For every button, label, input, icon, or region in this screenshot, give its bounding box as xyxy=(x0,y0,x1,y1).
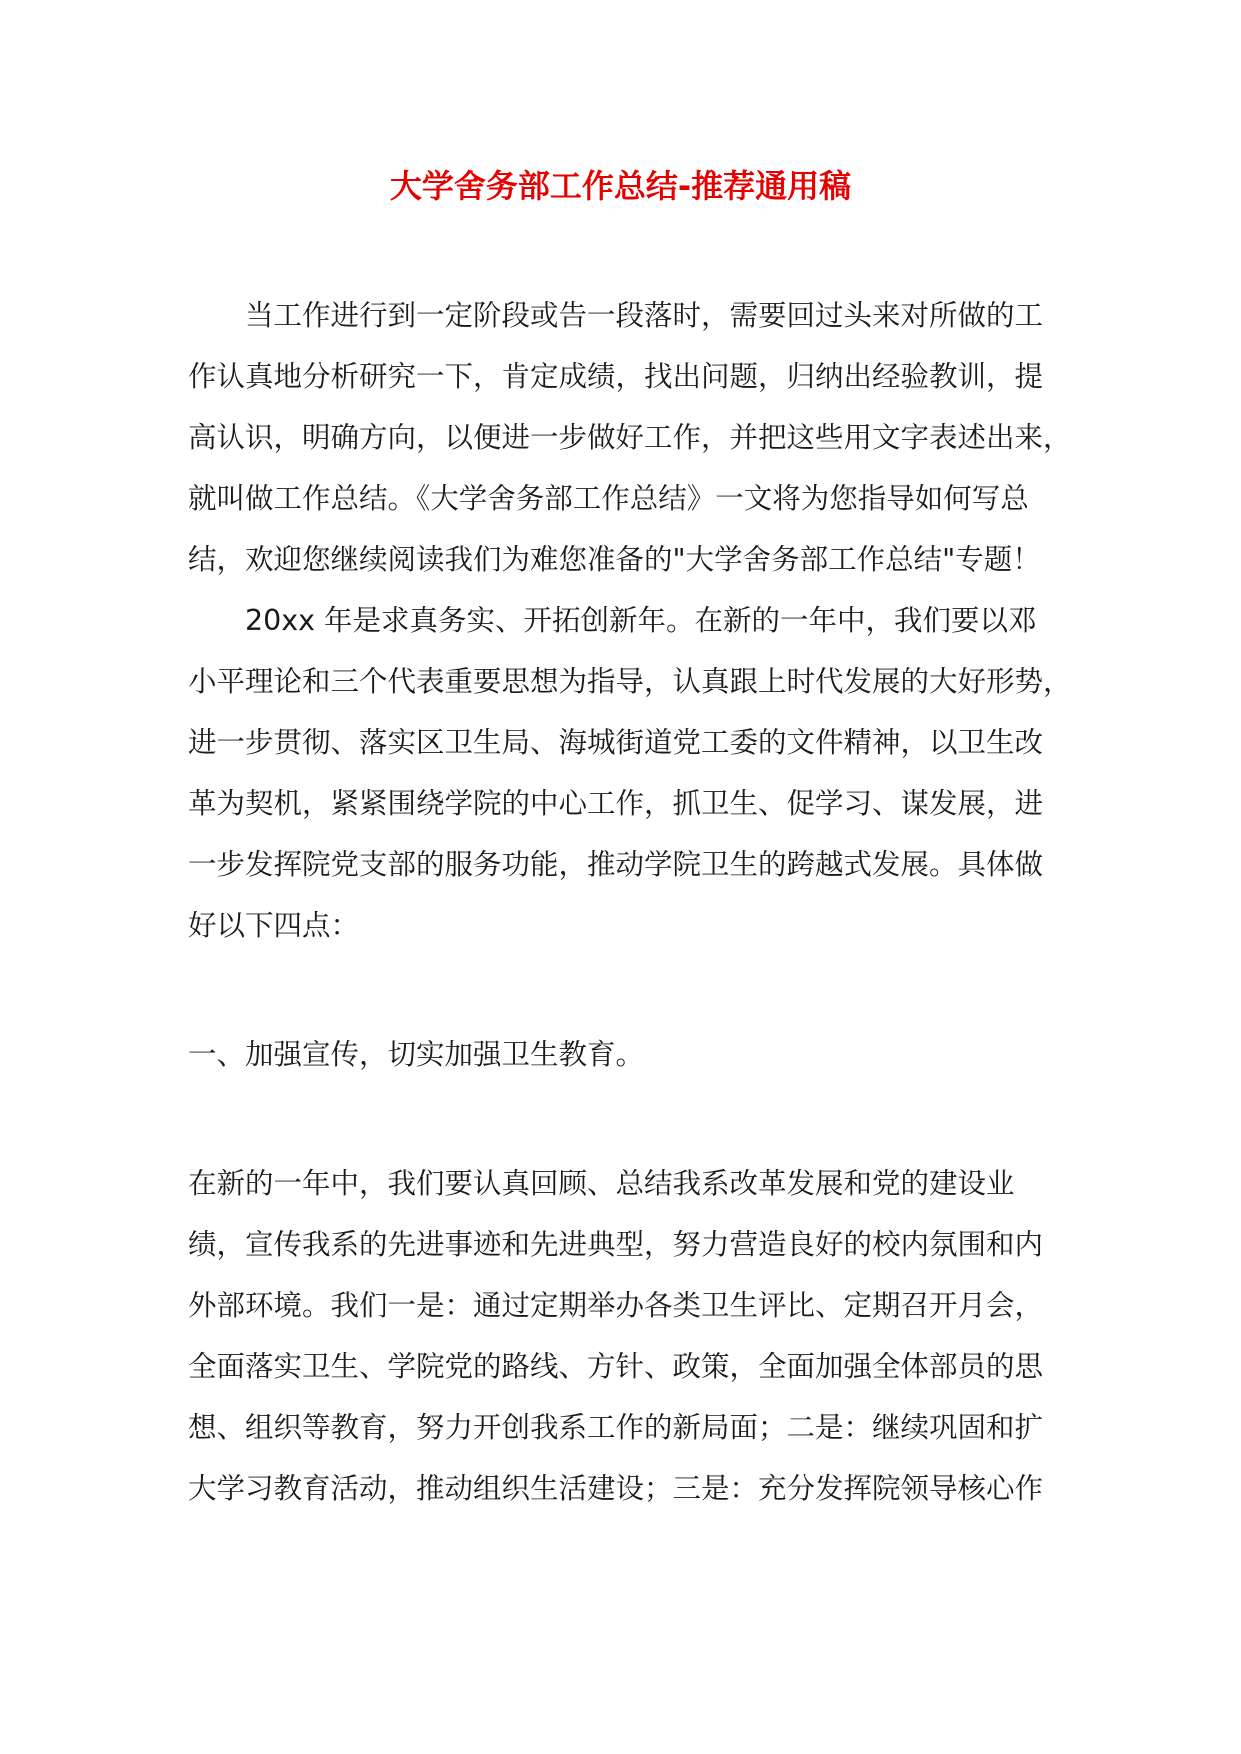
text-line: 结，欢迎您继续阅读我们为难您准备的"大学舍务部工作总结"专题！ xyxy=(188,543,1041,576)
text-line: 20xx 年是求真务实、开拓创新年。在新的一年中，我们要以邓 xyxy=(188,604,1037,637)
text-line: 在新的一年中，我们要认真回顾、总结我系改革发展和党的建设业 xyxy=(188,1167,1015,1200)
section-heading: 一、加强宣传，切实加强卫生教育。 xyxy=(188,1038,645,1071)
text-line: 外部环境。我们一是：通过定期举办各类卫生评比、定期召开月会， xyxy=(188,1289,1044,1322)
text-line: 作认真地分析研究一下，肯定成绩，找出问题，归纳出经验教训，提 xyxy=(188,360,1044,393)
text-line: 全面落实卫生、学院党的路线、方针、政策，全面加强全体部员的思 xyxy=(188,1350,1044,1383)
text-line: 进一步贯彻、落实区卫生局、海城街道党工委的文件精神，以卫生改 xyxy=(188,726,1044,759)
text-line: 一步发挥院党支部的服务功能，推动学院卫生的跨越式发展。具体做 xyxy=(188,848,1044,881)
text-line: 想、组织等教育，努力开创我系工作的新局面；二是：继续巩固和扩 xyxy=(188,1411,1044,1444)
text-line: 好以下四点： xyxy=(188,909,360,942)
document-title: 大学舍务部工作总结-推荐通用稿 xyxy=(389,167,852,205)
text-line: 小平理论和三个代表重要思想为指导，认真跟上时代发展的大好形势， xyxy=(188,665,1072,698)
text-line: 高认识，明确方向，以便进一步做好工作，并把这些用文字表述出来， xyxy=(188,421,1072,454)
text-line: 当工作进行到一定阶段或告一段落时，需要回过头来对所做的工 xyxy=(188,299,1044,332)
text-line: 革为契机，紧紧围绕学院的中心工作，抓卫生、促学习、谋发展，进 xyxy=(188,787,1044,820)
text-line: 绩，宣传我系的先进事迹和先进典型，努力营造良好的校内氛围和内 xyxy=(188,1228,1044,1261)
text-line: 大学习教育活动，推动组织生活建设；三是：充分发挥院领导核心作 xyxy=(188,1472,1044,1505)
text-line: 就叫做工作总结。《大学舍务部工作总结》一文将为您指导如何写总 xyxy=(188,482,1029,515)
